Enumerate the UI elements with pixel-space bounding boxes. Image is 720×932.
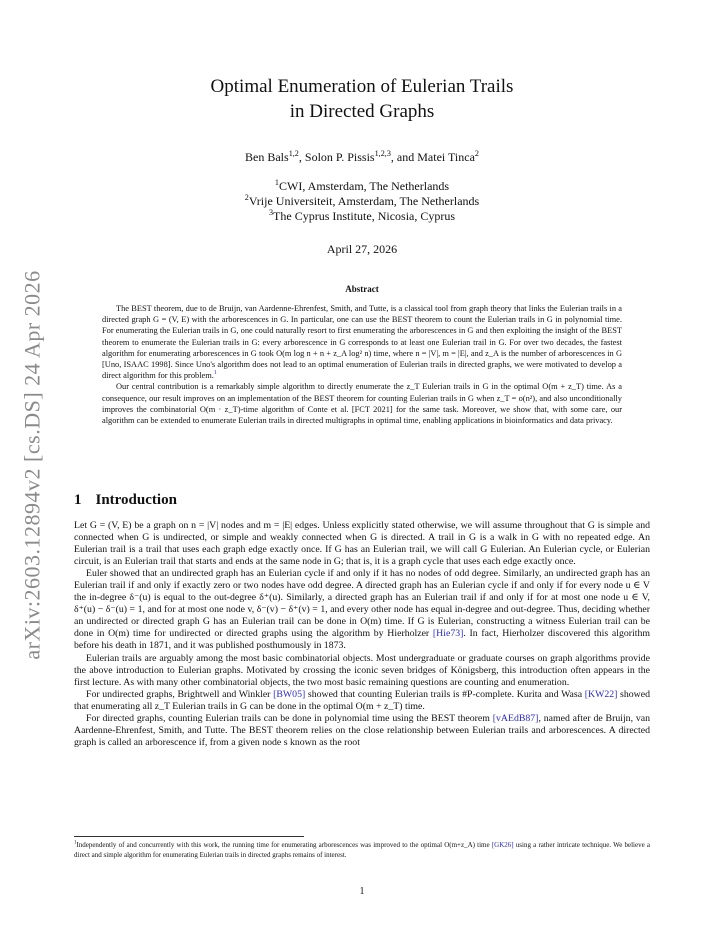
paragraph-text: Euler showed that an undirected graph has an Eulerian cycle if and only if it has no nodes of odd degree. Similarly, an undirected graph has an Eulerian trail if and only if exactly zero or two nodes have odd degree. A directed graph has an Eulerian cycle if and only if for every node u ∈ V the in-degree δ⁻(u) is equal to the out-degree δ⁺(u). Similarly, a directed graph has an Eulerian trail if and only if for at most one node u ∈ V, δ⁺(u) − δ⁻(u) = 1, and for at most one node v, δ⁻(v) − δ⁺(v) = 1, and every other node has equal in-degree and out-degree. Thus, deciding whether an undirected or directed graph G has an Eulerian trail can be done in O(m) time. If G is Eulerian, constructing a witness Eulerian trail can be done in O(m) time for undirected or directed graphs using the algorithm by Hierholzer <box>74 568 650 640</box>
citation-link[interactable]: [Hie73] <box>432 628 464 640</box>
body-paragraph-4 <box>74 689 650 713</box>
section-title: Introduction <box>95 492 177 508</box>
paragraph-text: . In fact, Hierholzer discovered this algorithm before his death in 1871, and it was published posthumously in 1873. <box>74 628 650 652</box>
paper-title <box>74 74 650 124</box>
affiliation-text: The Cyprus Institute, Nicosia, Cyprus <box>273 209 456 223</box>
abstract-text: Our central contribution is a remarkably simple algorithm to directly enumerate the z_T Eulerian trails in G in the optimal O(m + z_T) time. As a consequence, our result improves on an implementation of the BEST theorem for counting Eulerian trails in G when z_T = o(n²), and also unconditionally improves the combinatorial O(m · z_T)-time algorithm of Conte et al. [FCT 2021] for the same task. Moreover, we show that, with some care, our algorithm can be extended to enumerate Eulerian trails in directed multigraphs in optimal time, enabling applications in bioinformatics and data privacy. <box>102 382 622 426</box>
body-paragraph-5 <box>74 713 650 749</box>
paragraph-text: For undirected graphs, Brightwell and Winkler <box>86 688 271 700</box>
affiliation-2 <box>74 194 650 209</box>
author-separator: , <box>298 150 305 164</box>
author-3: Matei Tinca <box>417 150 475 164</box>
footnote-marker: 1 <box>74 840 77 846</box>
paragraph-text: For directed graphs, counting Eulerian trails can be done in polynomial time using the BEST theorem <box>86 712 490 724</box>
author-1-affil: 1,2 <box>288 149 299 158</box>
author-2-affil: 1,2,3 <box>374 149 391 158</box>
title-line-2: in Directed Graphs <box>289 101 435 122</box>
citation-link[interactable]: [KW22] <box>584 688 618 700</box>
citation-link[interactable]: [GK26] <box>491 841 514 849</box>
introduction-body <box>74 520 650 749</box>
affiliation-1 <box>74 179 650 194</box>
footnote-text: Independently of and concurrently with this work, the running time for enumerating arborescences was improved to the optimal O(m+z_A) time <box>76 841 490 849</box>
affiliation-3 <box>74 209 650 224</box>
arxiv-identifier-text: arXiv:2603.12894v2 [cs.DS] 24 Apr 2026 <box>20 270 45 660</box>
body-paragraph-3 <box>74 653 650 689</box>
author-3-affil: 2 <box>474 149 479 158</box>
footnote-link[interactable]: 1 <box>213 370 217 377</box>
affiliation-text: CWI, Amsterdam, The Netherlands <box>279 179 450 193</box>
abstract-body <box>102 303 622 426</box>
affiliation-text: Vrije Universiteit, Amsterdam, The Netherlands <box>248 194 480 208</box>
abstract-paragraph-1 <box>102 303 622 381</box>
paragraph-text: Eulerian trails are arguably among the most basic combinatorial objects. Most undergraduate or graduate courses on graph algorithms provide the above introduction to Eulerian graphs. Motivated by crossing the iconic seven bridges of Königsberg, this introduction often appears in the first lecture. As with many other combinatorial objects, the two most basic remaining questions are counting and enumeration. <box>74 652 650 688</box>
arxiv-identifier-stamp <box>14 250 52 680</box>
footnote <box>74 840 650 860</box>
author-separator: , and <box>390 150 418 164</box>
footnote-text: using a rather intricate technique. We believe a direct and simple algorithm for enumerating Eulerian trails in directed graphs remains of interest. <box>74 841 651 859</box>
affiliation-marker: 2 <box>244 193 249 202</box>
author-list <box>74 150 650 165</box>
paragraph-text: Let G = (V, E) be a graph on n = |V| nodes and m = |E| edges. Unless explicitly stated otherwise, we will assume throughout that G is simple and connected when G is undirected, or simple and weakly connected when G is directed. A trail in G is a walk in G with no repeated edge. An Eulerian trail is a trail that uses each graph edge exactly once. If G has an Eulerian trail, we will call G Eulerian. An Eulerian cycle, or Eulerian circuit, is an Eulerian trail that starts and ends at the same node in G; that is, it is a graph cycle that uses each edge exactly once. <box>74 520 650 568</box>
paragraph-text: , named after de Bruijn, van Aardenne-Ehrenfest, Smith, and Tutte. The BEST theorem relies on the close relationship between Eulerian trails and arborescences. A directed graph is called an arborescence if, from a given node s known as the root <box>74 712 651 748</box>
paper-date: April 27, 2026 <box>326 242 398 256</box>
citation-link[interactable]: [vAEdB87] <box>492 712 539 724</box>
abstract-paragraph-2 <box>102 381 622 426</box>
affiliation-list <box>74 179 650 224</box>
author-2: Solon P. Pissis <box>304 150 375 164</box>
paragraph-text: showed that counting Eulerian trails is #P-complete. Kurita and Wasa <box>305 688 583 700</box>
author-1: Ben Bals <box>245 150 289 164</box>
section-heading <box>74 492 177 509</box>
footnote-divider <box>74 836 304 837</box>
body-paragraph-2 <box>74 568 650 652</box>
abstract-text: The BEST theorem, due to de Bruijn, van Aardenne-Ehrenfest, Smith, and Tutte, is a classical tool from graph theory that links the Eulerian trails in a directed graph G = (V, E) with the arborescences in G. In particular, one can use the BEST theorem to count the Eulerian trails in G in polynomial time. For enumerating the Eulerian trails in G, one could naturally resort to first enumerating the arborescences in G and then exploiting the insight of the BEST theorem to enumerate the Eulerian trails in G: every arborescence in G corresponds to at least one Eulerian trail in G. For over two decades, the fastest algorithm for enumerating arborescences in G took O(m log n + n + z_A log² n) time, where n = |V|, m = |E|, and z_A is the number of arborescences in G [Uno, ISAAC 1998]. Since Uno's algorithm does not lead to an optimal enumeration of Eulerian trails in directed graphs, we were motivated to develop a direct algorithm for this problem. <box>102 304 622 381</box>
paragraph-text: showed that enumerating all z_T Eulerian trails in G can be done in the optimal O(m + z_T) time. <box>74 688 650 712</box>
abstract-heading: Abstract <box>345 284 379 294</box>
citation-link[interactable]: [BW05] <box>273 688 306 700</box>
page-number: 1 <box>359 886 365 897</box>
affiliation-marker: 3 <box>268 208 274 217</box>
title-line-1: Optimal Enumeration of Eulerian Trails <box>210 76 514 97</box>
section-number: 1 <box>74 492 82 508</box>
affiliation-marker: 1 <box>274 178 279 187</box>
body-paragraph-1 <box>74 520 650 568</box>
